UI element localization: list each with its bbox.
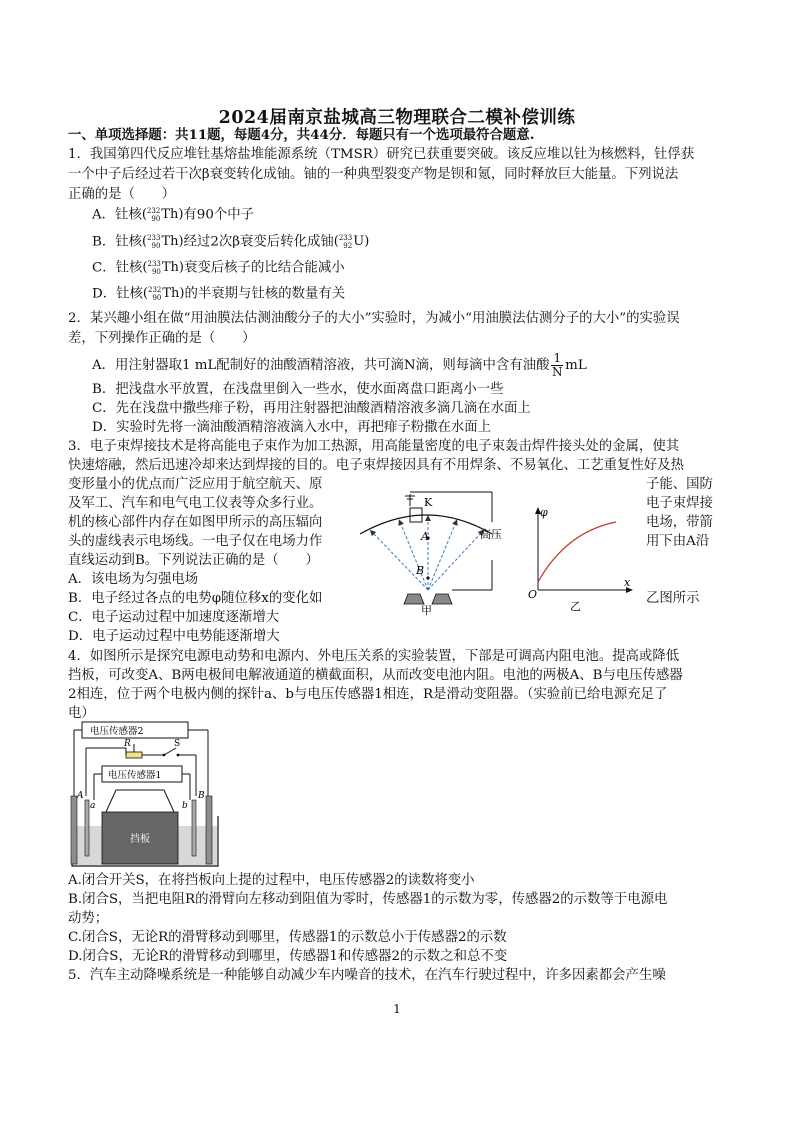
q2-option-c: C．先在浅盘中撒些痱子粉，再用注射器把油酸酒精溶液多滴几滴在水面上	[92, 401, 531, 416]
axis-x: x	[624, 576, 631, 589]
q3-stem-line-6a: 头的虚线表示电场线。一电子仅在电场力作	[68, 534, 323, 549]
q4-option-a: A.闭合开关S，在将挡板向上提的过程中，电压传感器2的读数将变小	[68, 873, 475, 888]
caption-jia: 甲	[421, 604, 432, 616]
q5-stem-line-1: 5．汽车主动降噪系统是一种能够自动减少车内噪音的技术，在汽车行驶过程中，许多因素都会产生噪	[68, 968, 666, 983]
q1-option-b: B．钍核(233 90Th)经过2次β衰变后转化成铀(233 92U)	[92, 233, 370, 250]
q3-option-a: A．该电场为匀强电场	[68, 572, 199, 587]
q4-stem-line-1: 4．如图所示是探究电源电动势和电源内、外电压关系的实验装置，下部是可调高内阻电池。提高或降低	[68, 649, 680, 664]
q4-option-b-line-2: 动势；	[68, 911, 109, 926]
q3-stem-line-5a: 机的核心部件内存在如图甲所示的高压辐向	[68, 515, 323, 530]
origin-o: O	[528, 588, 538, 601]
q2-stem-line-2: 差，下列操作正确的是（ ）	[68, 331, 256, 346]
axis-phi: φ	[540, 506, 548, 519]
q3-stem-line-2: 快速熔融，然后迅速冷却来达到焊接的目的。电子束焊接因具有不用焊条、不易氧化、工艺重复性好及热	[68, 458, 684, 473]
label-high-voltage: 高压	[480, 528, 502, 541]
q1-option-d: D．钍核(232 90Th)的半衰期与钍核的数量有关	[92, 285, 346, 302]
q3-stem-line-1: 3．电子束焊接技术是将高能电子束作为加工热源，用高能量密度的电子束轰击焊件接头处的金属，使其	[68, 439, 680, 454]
q1-option-a: A．钍核(232 90Th)有90个中子	[92, 206, 255, 223]
q3-stem-line-7: 直线运动到B。下列说法正确的是（ ）	[68, 553, 319, 568]
label-b: B	[416, 564, 425, 577]
q3-stem-line-4a: 及军工、汽车和电气电工仪表等众多行业。	[68, 496, 323, 511]
q1-option-c: C．钍核(233 90Th)衰变后核子的比结合能减小	[92, 259, 345, 276]
page-number: 1	[393, 1002, 401, 1016]
q2-stem-line-1: 2．某兴趣小组在做“用油膜法估测油酸分子的大小”实验时，为减小“用油膜法估测分子的大小”的实验误	[68, 311, 680, 326]
q4-option-d: D.闭合S，无论R的滑臂移动到哪里，传感器1和传感器2的示数之和总不变	[68, 949, 508, 964]
label-s: S	[174, 739, 181, 749]
q4-option-b-line-1: B.闭合S，当把电阻R的滑臂向左移动到阻值为零时，传感器1的示数为零，传感器2的示数等于电源电	[68, 892, 668, 907]
label-a: A	[421, 530, 429, 543]
q3-stem-line-3a: 变形量小的优点而广泛应用于航空航天、原	[68, 477, 323, 492]
q2-option-d: D．实验时先将一滴油酸酒精溶液滴入水中，再把痱子粉撒在水面上	[92, 420, 492, 435]
label-electrode-b: B	[198, 791, 205, 801]
q1-stem-line-1: 1．我国第四代反应堆钍基熔盐堆能源系统（TMSR）研究已获重要突破。该反应堆以钍为核燃料，钍俘获	[68, 147, 695, 162]
section-heading: 一、单项选择题：共11题，每题4分，共44分．每题只有一个选项最符合题意.	[68, 127, 535, 143]
q4-stem-line-2: 挡板，可改变A、B两电极间电解液通道的横截面积，从而改变电池内阻。电池的两极A、B与电压传感器	[68, 668, 683, 683]
q3-stem-line-6b: 用下由A沿	[646, 534, 710, 549]
q3-stem-line-4b: 电子束焊接	[646, 496, 713, 511]
label-k: K	[424, 496, 433, 509]
q3-option-c: C．电子运动过程中加速度逐渐增大	[68, 610, 280, 625]
label-electrode-a: A	[77, 791, 84, 801]
barrier-label: 挡板	[130, 834, 150, 845]
q3-option-d: D．电子运动过程中电势能逐渐增大	[68, 629, 280, 644]
q1-stem-line-3: 正确的是（ ）	[68, 187, 176, 202]
q2-option-a: A．用注射器取1 mL配制好的油酸酒精溶液，共可滴N滴，则每滴中含有油酸 $\frac{1}{N}$ mL	[92, 351, 587, 379]
page-title: 2024届南京盐城高三物理联合二模补偿训练	[218, 108, 576, 128]
label-probe-b: b	[182, 801, 188, 811]
q4-stem-line-3: 2相连，位于两个电极内侧的探针a、b与电压传感器1相连，R是滑动变阻器。（实验前已给电源充足了	[68, 687, 668, 702]
figure-yi	[526, 504, 638, 614]
q3-stem-line-3b: 子能、国防	[646, 477, 713, 492]
sensor-2-label: 电压传感器2	[90, 726, 144, 737]
label-probe-a: a	[90, 801, 96, 811]
q4-stem-line-4: 电）	[68, 706, 95, 721]
figure-jia	[352, 486, 522, 616]
q1-stem-line-2: 一个中子后经过若干次β衰变转化成铀。铀的一种典型裂变产物是钡和氪，同时释放巨大能量。下列说法	[68, 167, 679, 182]
caption-yi: 乙	[570, 600, 581, 613]
figure-battery	[68, 716, 230, 868]
q3-option-b: B．电子经过各点的电势φ随位移x的变化如	[68, 591, 323, 606]
q3-stem-line-5b: 电场，带箭	[646, 515, 713, 530]
q3-option-b-tail: 乙图所示	[646, 591, 700, 606]
q4-option-c: C.闭合S，无论R的滑臂移动到哪里，传感器1的示数总小于传感器2的示数	[68, 930, 507, 945]
label-r: R	[124, 739, 131, 749]
q2-option-b: B．把浅盘水平放置，在浅盘里倒入一些水，使水面离盘口距离小一些	[92, 382, 504, 397]
sensor-1-label: 电压传感器1	[108, 770, 162, 781]
